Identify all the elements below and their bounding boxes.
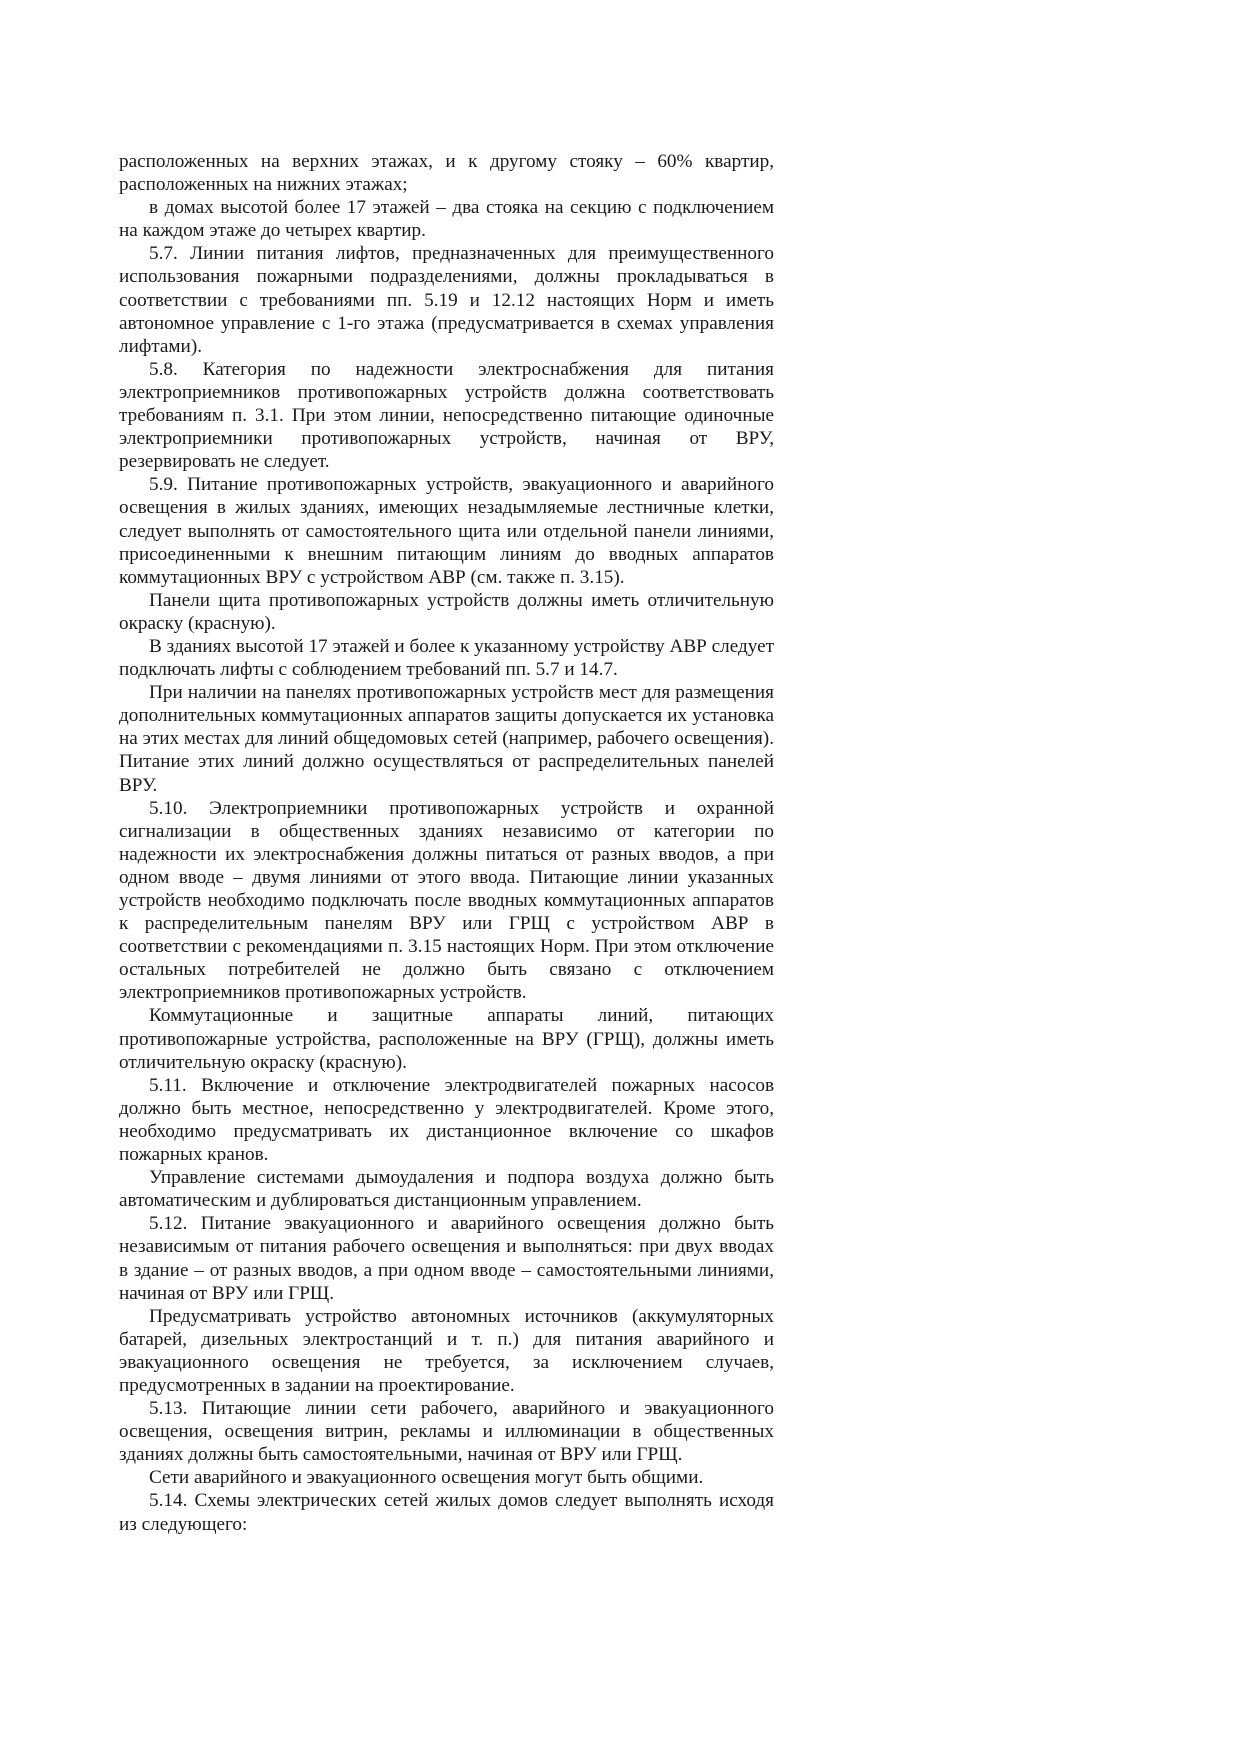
paragraph-additional-devices: При наличии на панелях противопожарных устройств мест для размещения дополнительных коммутационных аппаратов защиты допускается их установка на этих местах для линий общедомовых сетей (например, рабочего освещения). Питание этих линий должно осуществляться от распределительных панелей ВРУ.	[119, 682, 774, 796]
paragraph-5-10: 5.10. Электроприемники противопожарных устройств и охранной сигнализации в общественных зданиях независимо от категории по надежности их электроснабжения должны питаться от разных вводов, а при одном вводе – двумя линиями от этого ввода. Питающие линии указанных устройств необходимо подключать после вводных коммутационных аппаратов к распределительным панелям ВРУ или ГРЩ с устройством АВР в соответствии с рекомендациями п. 3.15 настоящих Норм. При этом отключение остальных потребителей не должно быть связано с отключением электроприемников противопожарных устройств.	[119, 797, 774, 1004]
paragraph-switching-devices: Коммутационные и защитные аппараты линий, питающих противопожарные устройства, расположенные на ВРУ (ГРЩ), должны иметь отличительную окраску (красную).	[119, 1005, 774, 1073]
paragraph-5-14: 5.14. Схемы электрических сетей жилых домов следует выполнять исходя из следующего:	[119, 1490, 774, 1535]
paragraph-5-7: 5.7. Линии питания лифтов, предназначенных для преимущественного использования пожарными подразделениями, должны прокладываться в соответствии с требованиями пп. 5.19 и 12.12 настоящих Норм и иметь автономное управление с 1-го этажа (предусматривается в схемах управления лифтами).	[119, 243, 774, 357]
paragraph-common-networks: Сети аварийного и эвакуационного освещения могут быть общими.	[149, 1467, 704, 1489]
paragraph-continuation: расположенных на верхних этажах, и к другому стояку – 60% квартир, расположенных на нижних этажах;	[119, 151, 774, 196]
paragraph-5-12: 5.12. Питание эвакуационного и аварийного освещения должно быть независимым от питания рабочего освещения и выполняться: при двух вводах в здание – от разных вводов, а при одном вводе – самостоятельными линиями, начиная от ВРУ или ГРЩ.	[119, 1213, 774, 1304]
paragraph-5-13: 5.13. Питающие линии сети рабочего, аварийного и эвакуационного освещения, освещения витрин, рекламы и иллюминации в общественных зданиях должны быть самостоятельными, начиная от ВРУ или ГРЩ.	[119, 1398, 774, 1466]
paragraph-5-9: 5.9. Питание противопожарных устройств, эвакуационного и аварийного освещения в жилых зданиях, имеющих незадымляемые лестничные клетки, следует выполнять от самостоятельного щита или отдельной панели линиями, присоединенными к внешним питающим линиям до вводных аппаратов коммутационных ВРУ с устройством АВР (см. также п. 3.15).	[119, 474, 774, 588]
paragraph-smoke-control: Управление системами дымоудаления и подпора воздуха должно быть автоматическим и дублироваться дистанционным управлением.	[119, 1167, 774, 1212]
paragraph-lifts-avr: В зданиях высотой 17 этажей и более к указанному устройству АВР следует подключать лифты с соблюдением требований пп. 5.7 и 14.7.	[119, 635, 774, 681]
paragraph-autonomous-sources: Предусматривать устройство автономных источников (аккумуляторных батарей, дизельных электростанций и т. п.) для питания аварийного и эвакуационного освещения не требуется, за исключением случаев, предусмотренных в задании на проектирование.	[119, 1305, 774, 1396]
paragraph-5-11: 5.11. Включение и отключение электродвигателей пожарных насосов должно быть местное, непосредственно у электродвигателей. Кроме этого, необходимо предусматривать их дистанционное включение со шкафов пожарных кранов.	[119, 1074, 774, 1166]
paragraph-panel-color: Панели щита противопожарных устройств должны иметь отличительную окраску (красную).	[119, 589, 774, 634]
paragraph-5-8: 5.8. Категория по надежности электроснабжения для питания электроприемников противопожарных устройств должна соответствовать требованиям п. 3.1. При этом линии, непосредственно питающие одиночные электроприемники противопожарных устройств, начиная от ВРУ, резервировать не следует.	[119, 358, 774, 473]
document-page	[119, 150, 774, 1536]
paragraph-risers-17-floors: в домах высотой более 17 этажей – два стояка на секцию с подключением на каждом этаже до четырех квартир.	[119, 197, 774, 242]
